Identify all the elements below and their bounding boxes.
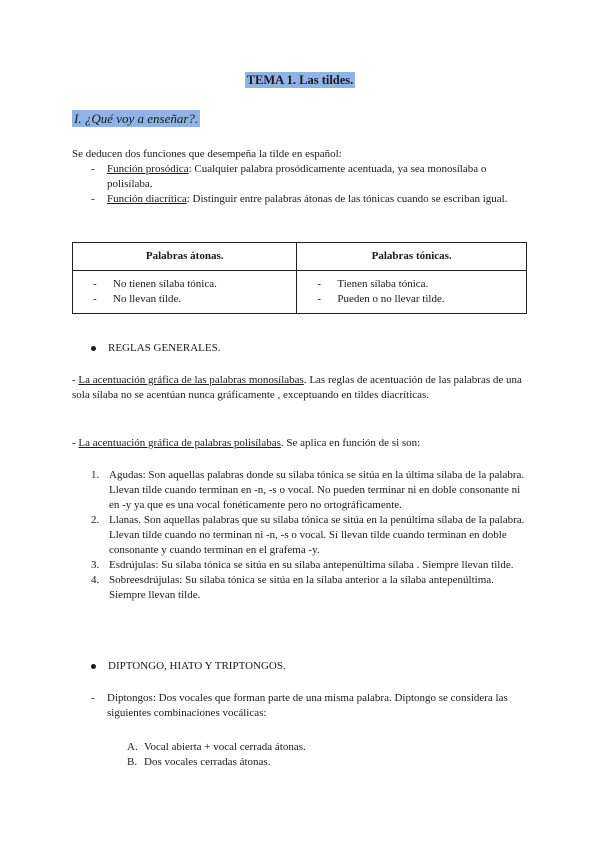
section-heading: I. ¿Qué voy a enseñar?. [74,111,199,126]
list-item: - No llevan tilde. [93,293,182,305]
combinations-list [127,740,507,770]
monosyllables-paragraph: - La acentuación gráfica de las palabras monosílabas. Las reglas de acentuación de las palabras de una sola sílaba no se acentúan nunca gráficamente , exceptuando en tildes diacríticas. [72,374,522,401]
list-item: - No tienen sílaba tónica. [93,278,217,290]
list-item: - Diptongos: Dos vocales que forman parte de una misma palabra. Diptongo se considera las siguientes combinaciones vocálicas: [91,692,508,719]
document-page: TEMA 1. Las tildes. I. ¿Qué voy a enseñar?. Se deducen dos funciones que desempeña la tilde en español: - Función prosódica: Cualquier palabra prosódicamente acentuada, ya sea monosílaba o polisílaba. - Función diacrítica: Distinguir entre palabras átonas de las tónicas cuando se escriban igual. Palabras átonas. Palabras tónicas. - No tienen sílaba tónica. - No llevan tilde. - Tienen sílaba tónica. - Pueden o no llevar tilde. REGLAS GENERALES. - La acentuación gráfica de las palabras monosílabas. Las reglas de acentuación de las palabras de una sola sílaba no se acentúan nunca gráficamente , exceptuando en tildes diacríticas. - La acentuación gráfica de palabras polisílabas. Se aplica en función de si son: 1. Agudas: Son aquellas palabras donde su sílaba tónica se sitúa en la última sílaba de la palabra. Llevan tilde cuando terminan en -n, -s o vocal. No pueden terminar ni en doble consonante ni en -y ya que es una vocal fonéticamente pero no ortográficamente. 2. Llanas. Son aquellas palabras que su sílaba tónica se sitúa en la penúltima sílaba de la palabra. Llevan tilde cuando no terminan ni -n, -s o vocal. Sí llevan tilde cuando terminan en doble consonante y cuando terminan en el grafema -y. 3. Esdrújulas: Su sílaba tónica se sitúa en su sílaba antepenúltima sílaba . Siempre llevan tilde. 4. Sobreesdrújulas: Su sílaba tónica se sitúa en la sílaba anterior a la sílaba antepenúltima. Siempre llevan tilde. DIPTONGO, HIATO Y TRIPTONGOS. - Diptongos: Dos vocales que forman parte de una misma palabra. Diptongo se considera las siguientes combinaciones vocálicas: A. Vocal abierta + vocal cerrada átonas. B. Dos vocales cerradas átonas. [0,0,600,848]
table-cell [73,271,297,314]
page-title: TEMA 1. Las tildes. [246,73,354,87]
list-item: 4. Sobreesdrújulas: Su sílaba tónica se sitúa en la sílaba anterior a la sílaba antepenúltima. Siempre llevan tilde. [91,574,494,601]
function-item: - Función diacrítica: Distinguir entre palabras átonas de las tónicas cuando se escriban igual. [91,193,508,205]
functions-list [91,162,531,207]
table-header: Palabras tónicas. [297,243,527,271]
function-term: Función diacrítica [107,193,187,205]
bullet-icon [91,664,96,669]
word-types-list [91,468,531,603]
polysyllables-paragraph: - La acentuación gráfica de palabras polisílabas. Se aplica en función de si son: [72,437,421,449]
intro-paragraph: Se deducen dos funciones que desempeña la tilde en español: [72,148,342,160]
list-item: 2. Llanas. Son aquellas palabras que su sílaba tónica se sitúa en la penúltima sílaba de la palabra. Llevan tilde cuando no terminan ni -n, -s o vocal. Sí llevan tilde cuando terminan en doble consonante y cuando terminan en el grafema -y. [91,514,525,556]
diphthong-definition [91,691,531,721]
list-item: 1. Agudas: Son aquellas palabras donde su sílaba tónica se sitúa en la última sílaba de la palabra. Llevan tilde cuando terminan en -n, -s o vocal. No pueden terminar ni en doble consonante ni en -y ya que es una vocal fonéticamente pero no ortográficamente. [91,469,525,511]
list-item: B. Dos vocales cerradas átonas. [127,756,271,768]
list-item: A. Vocal abierta + vocal cerrada átonas. [127,741,306,753]
words-table [72,242,527,314]
table-header: Palabras átonas. [73,243,297,271]
list-item: - Pueden o no llevar tilde. [317,293,445,305]
function-item: - Función prosódica: Cualquier palabra prosódicamente acentuada, ya sea monosílaba o polisílaba. [91,163,487,190]
table-cell [297,271,527,314]
list-item: - Tienen sílaba tónica. [317,278,429,290]
function-term: Función prosódica [107,163,189,175]
list-item: 3. Esdrújulas: Su sílaba tónica se sitúa en su sílaba antepenúltima sílaba . Siempre llevan tilde. [91,559,514,571]
bullet-icon [91,346,96,351]
